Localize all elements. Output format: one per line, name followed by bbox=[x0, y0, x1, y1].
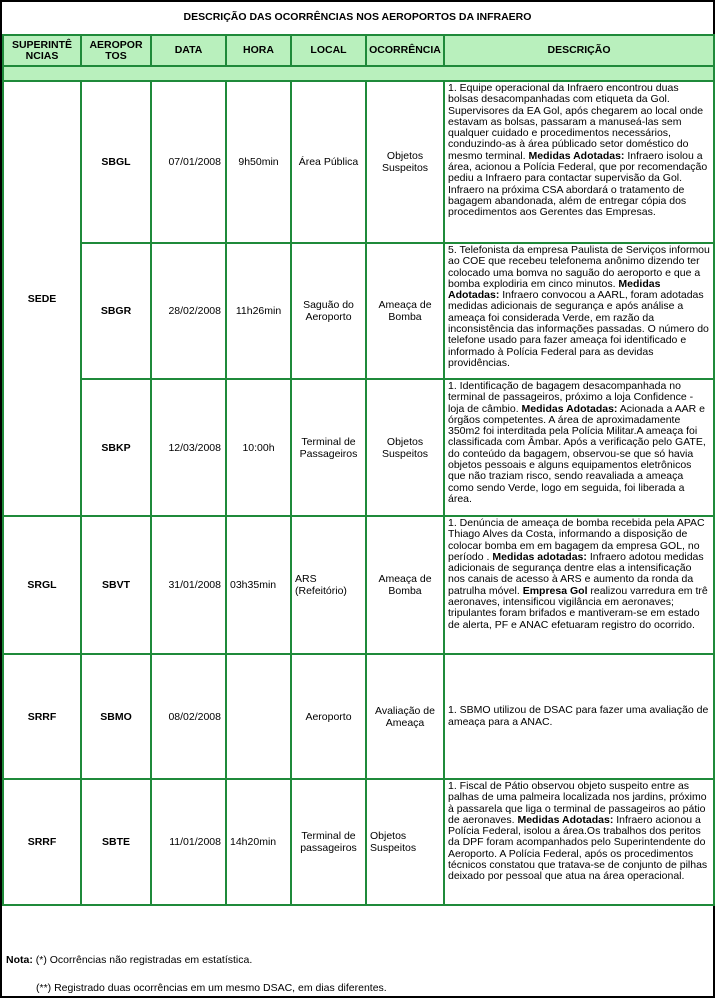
description-text: Acionada a AAR e órgãos competentes. A área de aproximadamente 350m2 foi interditada pela Polícia Militar.A ameaça foi classificada com Âmbar. Após a verificação pelo GATE, do conteúdo da bagagem, observou-se que só havia objetos pessoais e alguns equipamentos eletrônicos que não traziam risco, sendo reavaliada a ameaça como sendo Verde, logo em seguida, foi liberada a área. bbox=[448, 402, 706, 505]
local-cell: Terminal de passageiros bbox=[291, 779, 366, 905]
description-bold: Medidas Adotadas: bbox=[517, 813, 614, 826]
local-cell: Aeroporto bbox=[291, 654, 366, 779]
local-cell: Terminal de Passageiros bbox=[291, 379, 366, 516]
airport-cell: SBGR bbox=[81, 243, 151, 379]
description-cell bbox=[444, 654, 714, 779]
time-cell: 03h35min bbox=[226, 516, 291, 654]
notes-section bbox=[2, 904, 713, 998]
description-text: 5. Telefonista da empresa Paulista de Serviços informou ao COE que recebeu telefonema anônimo dizendo ter colocado uma bomva no saguão do aeroporto e que a bomba explodiria em cinco minutos. bbox=[448, 244, 710, 290]
date-cell: 12/03/2008 bbox=[151, 379, 226, 516]
description-text: 1. SBMO utilizou de DSAC para fazer uma avaliação de ameaça para a ANAC. bbox=[448, 704, 709, 728]
description-bold: Medidas adotadas: bbox=[492, 550, 587, 563]
description-bold: Medidas Adotadas: bbox=[528, 149, 625, 162]
note-line-2: (**) Registrado duas ocorrências em um mesmo DSAC, em dias diferentes. bbox=[36, 982, 387, 994]
description-text: 1. Denúncia de ameaça de bomba recebida pela APAC Thiago Alves da Costa, informando a disposição de colocar bomba em em bagagem da empresa GOL, no período . bbox=[448, 517, 705, 563]
description-cell bbox=[444, 779, 714, 905]
occurrences-table bbox=[2, 34, 715, 906]
description-cell bbox=[444, 516, 714, 654]
description-text: 1. Equipe operacional da Infraero encontrou duas bolsas desacompanhadas com etiqueta da Gol. Supervisores da EA Gol, após chegarem ao local onde estavam as bolsas, passaram a manuseá-las sem qualquer cuidado e procedimentos necessários, conduzindo-as à área públicado setor doméstico do mesmo terminal. bbox=[448, 82, 704, 162]
table-row bbox=[3, 243, 714, 379]
time-cell: 10:00h bbox=[226, 379, 291, 516]
table-row bbox=[3, 654, 714, 779]
header-hora: HORA bbox=[226, 35, 291, 66]
table-row bbox=[3, 81, 714, 243]
time-cell: 11h26min bbox=[226, 243, 291, 379]
description-text: Infraero acionou a Polícia Federal, isolou a área.Os trabalhos dos peritos da DPF foram acompanhados pelo Superintendente do Aeroporto. A Polícia Federal, após os procedimentos técnicos constatou que tratava-se de conjunto de pilhas deixado por pessoal que atua na área operacional. bbox=[448, 813, 708, 883]
occurrence-cell: Avaliação de Ameaça bbox=[366, 654, 444, 779]
occurrence-cell: Objetos Suspeitos bbox=[366, 379, 444, 516]
note-line-1 bbox=[6, 954, 252, 966]
date-cell: 28/02/2008 bbox=[151, 243, 226, 379]
local-cell: Área Pública bbox=[291, 81, 366, 243]
time-cell: 9h50min bbox=[226, 81, 291, 243]
description-text: 1. Identificação de bagagem desacompanhada no terminal de passageiros, próximo a loja Confidence - loja de câmbio. bbox=[448, 380, 694, 415]
description-text: Infraero adotou medidas adicionais de segurança dentre elas a intensificação nos canais de acesso à ARS e aumento da ronda da patrulha móvel. bbox=[448, 550, 704, 597]
note-label: Nota: bbox=[6, 954, 33, 966]
description-text: 1. Fiscal de Pátio observou objeto suspeito entre as palhas de uma palmeira localizada nos jardins, próximo à passarela que liga o terminal de passageiros ao pátio de aeronaves. bbox=[448, 780, 707, 826]
description-cell bbox=[444, 81, 714, 243]
header-band-row bbox=[3, 66, 714, 81]
time-cell bbox=[226, 654, 291, 779]
header-data: DATA bbox=[151, 35, 226, 66]
superintendencia-cell: SRRF bbox=[3, 779, 81, 905]
date-cell: 07/01/2008 bbox=[151, 81, 226, 243]
occurrence-cell: Ameaça de Bomba bbox=[366, 243, 444, 379]
header-aeroportos: AEROPOR TOS bbox=[81, 35, 151, 66]
airport-cell: SBVT bbox=[81, 516, 151, 654]
description-bold: Medidas Adotadas: bbox=[521, 402, 618, 415]
date-cell: 31/01/2008 bbox=[151, 516, 226, 654]
document-title: DESCRIÇÃO DAS OCORRÊNCIAS NOS AEROPORTOS DA INFRAERO bbox=[183, 11, 532, 23]
airport-cell: SBTE bbox=[81, 779, 151, 905]
airport-cell: SBMO bbox=[81, 654, 151, 779]
description-text: Infraero convocou a AARL, foram adotadas medidas adicionais de segurança e após análise a ameaça foi considerada Verde, em razão da inconsistência das informações passadas. O número do telefone usado para fazer ameaça foi identificado e informado à Polícia Federal para as devidas providências. bbox=[448, 289, 709, 369]
occurrence-cell: Objetos Suspeitos bbox=[366, 81, 444, 243]
description-cell bbox=[444, 379, 714, 516]
occurrence-cell: Ameaça de Bomba bbox=[366, 516, 444, 654]
note-text: (*) Ocorrências não registradas em estatística. bbox=[32, 954, 253, 966]
description-bold: Empresa Gol bbox=[522, 584, 588, 597]
local-cell: ARS (Refeitório) bbox=[291, 516, 366, 654]
table-row bbox=[3, 379, 714, 516]
occurrence-cell: Objetos Suspeitos bbox=[366, 779, 444, 905]
table-row bbox=[3, 516, 714, 654]
superintendencia-cell: SRRF bbox=[3, 654, 81, 779]
description-text: realizou varredura em trê aeronaves, intensificou vigilância em aeronaves; tripulantes foram brifados e mantiveram-se em estado de alerta, PF e ANAC efetuaram registro do ocorrido. bbox=[448, 584, 708, 631]
header-descricao: DESCRIÇÃO bbox=[444, 35, 714, 66]
header-local: LOCAL bbox=[291, 35, 366, 66]
local-cell: Saguão do Aeroporto bbox=[291, 243, 366, 379]
header-ocorrencia: OCORRÊNCIA bbox=[366, 35, 444, 66]
table-row bbox=[3, 779, 714, 905]
superintendencia-cell: SRGL bbox=[3, 516, 81, 654]
time-cell: 14h20min bbox=[226, 779, 291, 905]
airport-cell: SBGL bbox=[81, 81, 151, 243]
table-header-row bbox=[3, 35, 714, 66]
superintendencia-cell: SEDE bbox=[3, 81, 81, 516]
header-superintendencias: SUPERINTÊ NCIAS bbox=[3, 35, 81, 66]
description-text: Infraero isolou a área, acionou a Polícia Federal, que por recomendação pediu a Infraero para contactar supervisão da Gol. Infraero na próxima CSA abordará o tratamento de bagagem abandonada, além de entregar cópia dos procedimentos aos Gerentes das Empresas. bbox=[448, 149, 708, 219]
date-cell: 11/01/2008 bbox=[151, 779, 226, 905]
description-bold: Medidas Adotadas: bbox=[448, 277, 661, 302]
date-cell: 08/02/2008 bbox=[151, 654, 226, 779]
airport-cell: SBKP bbox=[81, 379, 151, 516]
description-cell bbox=[444, 243, 714, 379]
